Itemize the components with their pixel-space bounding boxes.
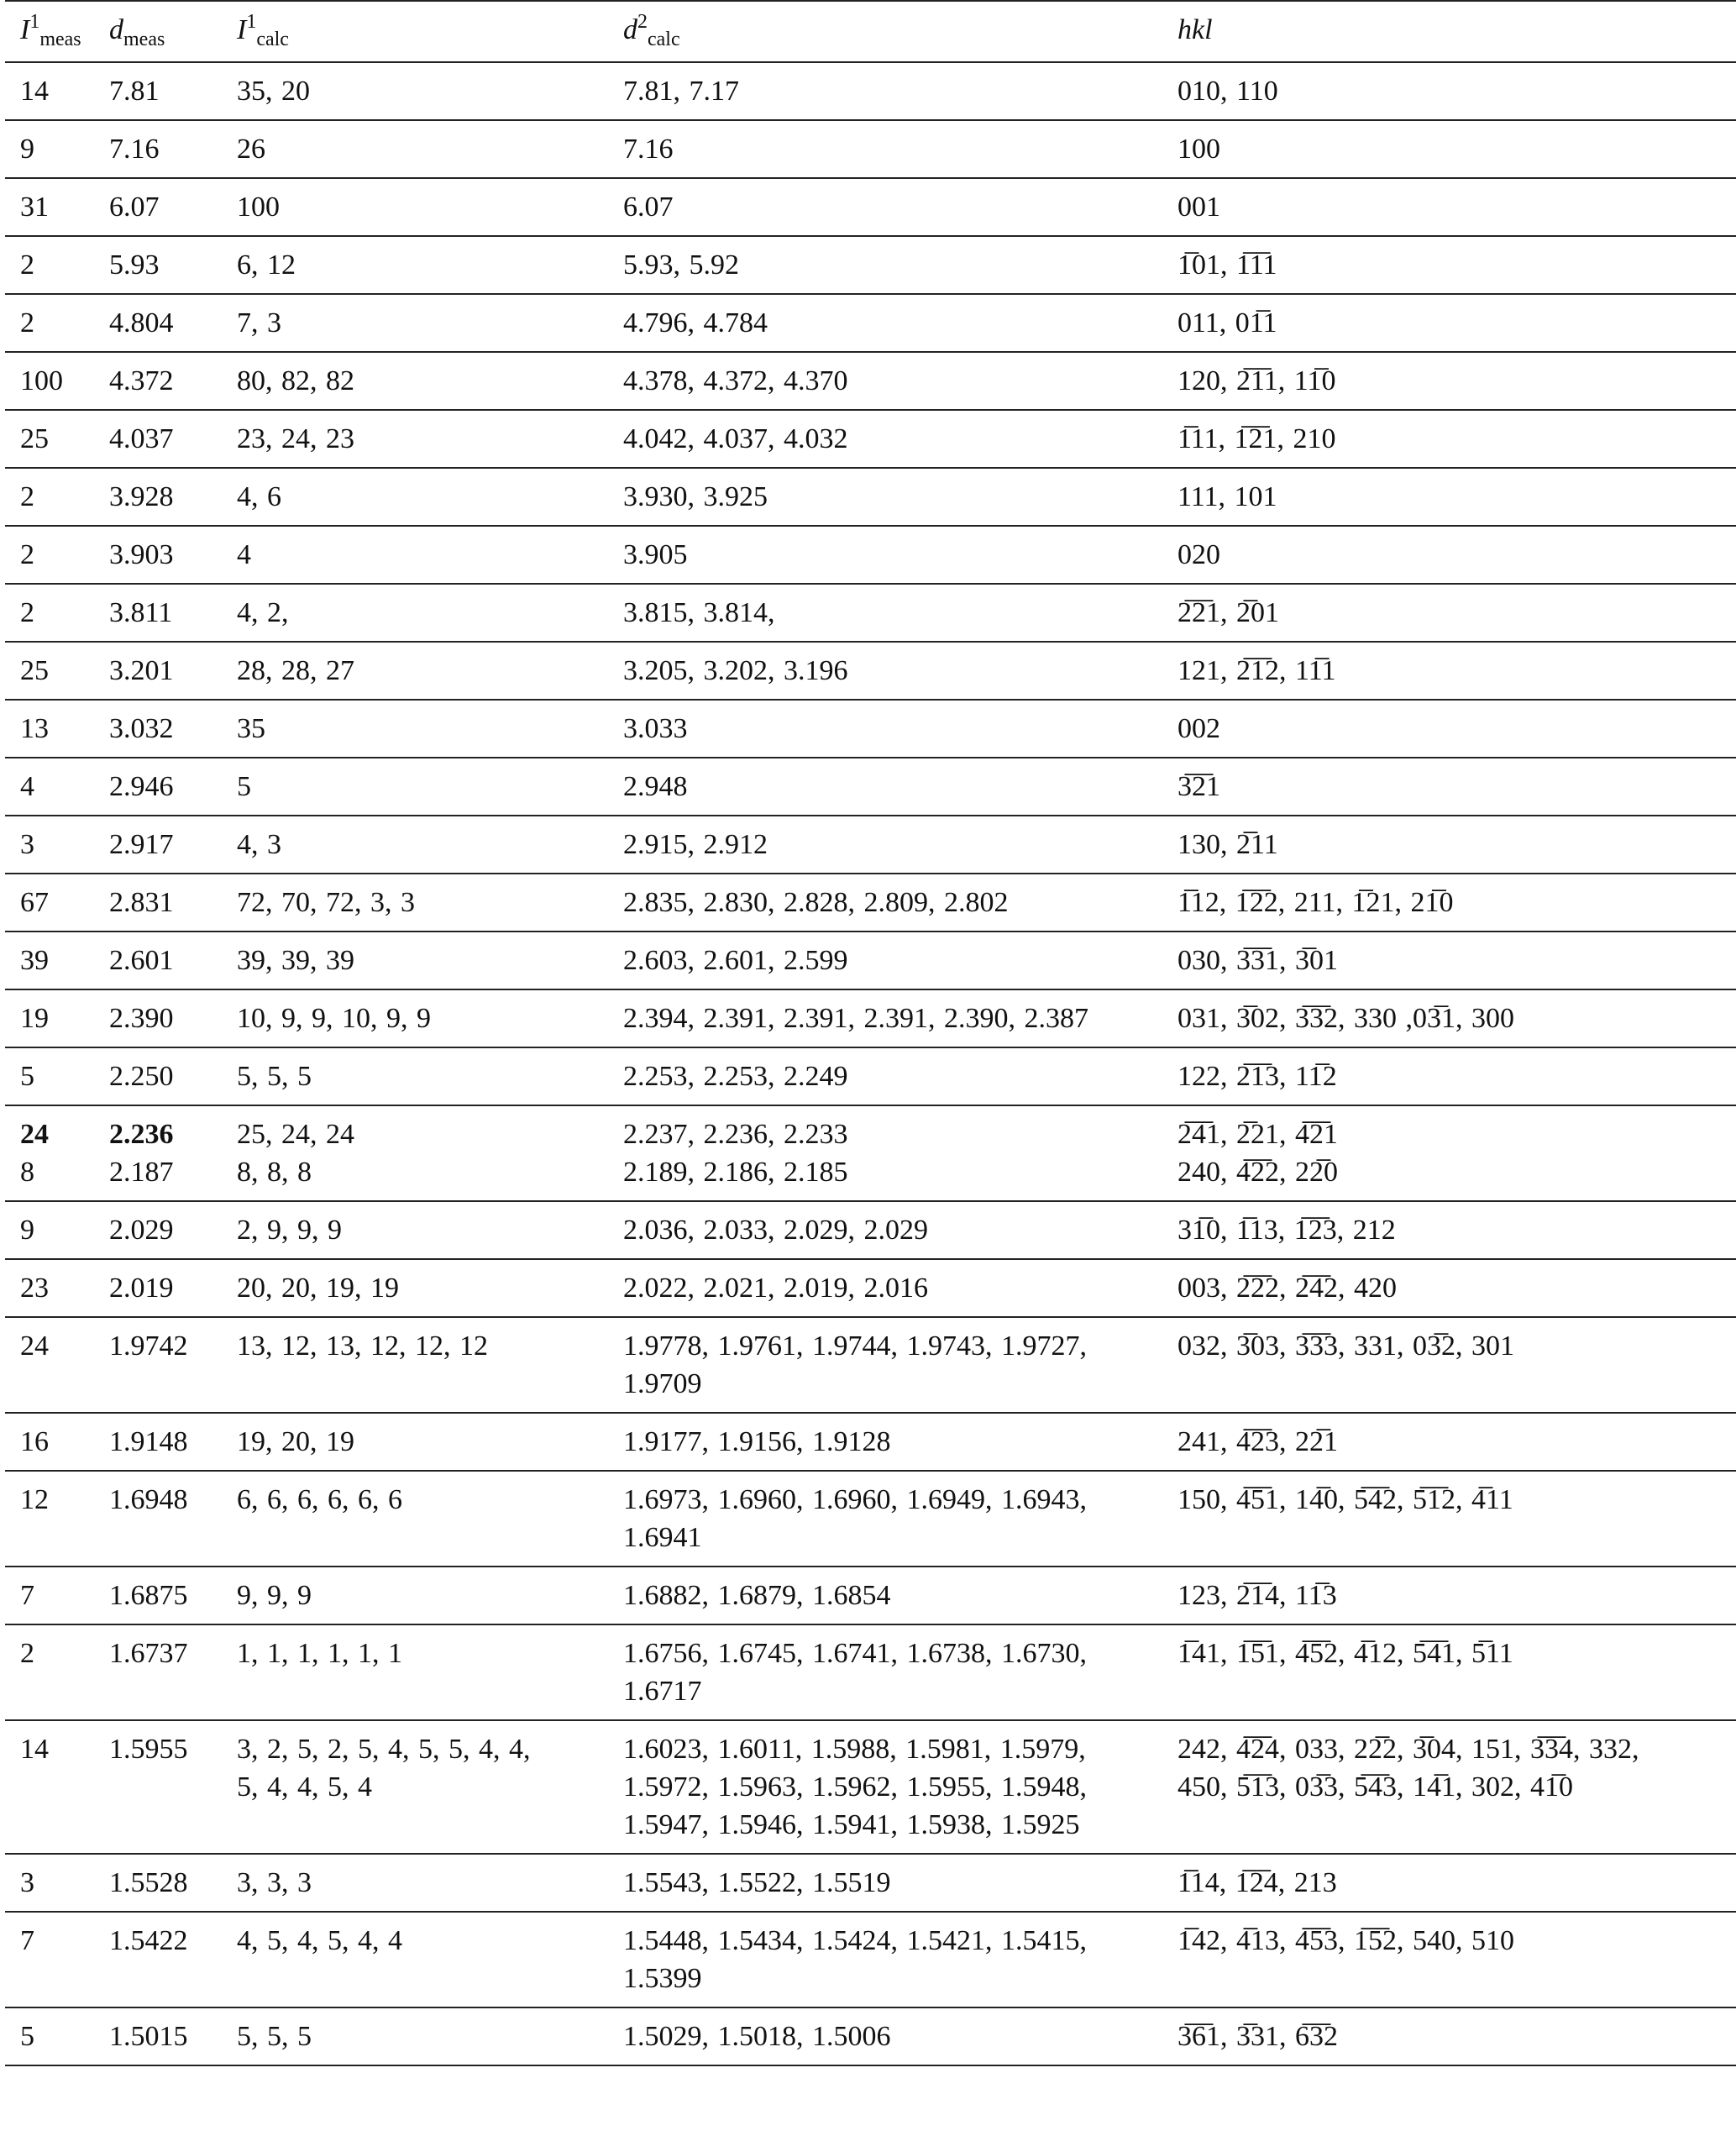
cell-d-meas: 1.5528 <box>109 1854 237 1912</box>
cell-i-calc: 80, 82, 82 <box>237 352 623 410</box>
table-row <box>5 178 1736 236</box>
cell-d-calc: 7.81, 7.17 <box>623 62 1177 120</box>
table-header <box>5 1 1736 62</box>
cell-i-meas: 31 <box>5 178 109 236</box>
cell-d-calc: 3.930, 3.925 <box>623 468 1177 526</box>
table-row <box>5 120 1736 178</box>
cell-hkl: 31̅0, 1̅13, 1̅2̅3, 212 <box>1177 1201 1736 1259</box>
table-row <box>5 352 1736 410</box>
cell-i-meas: 19 <box>5 989 109 1047</box>
cell-d-calc: 2.022, 2.021, 2.019, 2.016 <box>623 1259 1177 1317</box>
cell-hkl: 030, 3̅3̅1, 3̅01 <box>1177 932 1736 989</box>
cell-d-meas: 1.9148 <box>109 1413 237 1471</box>
cell-d-meas: 7.81 <box>109 62 237 120</box>
cell-d-meas: 1.5955 <box>109 1720 237 1854</box>
cell-d-meas: 1.6737 <box>109 1624 237 1720</box>
cell-d-calc: 3.205, 3.202, 3.196 <box>623 642 1177 700</box>
cell-d-calc: 1.9177, 1.9156, 1.9128 <box>623 1413 1177 1471</box>
cell-d-meas: 2.917 <box>109 816 237 874</box>
cell-i-meas: 4 <box>5 758 109 816</box>
cell-hkl: 1̅42, 4̅13, 4̅5̅3, 1̅5̅2, 540, 510 <box>1177 1912 1736 2007</box>
col-header-d-calc: $d^2_{calc}$ <box>623 1 1177 62</box>
cell-d-calc: 2.253, 2.253, 2.249 <box>623 1047 1177 1105</box>
cell-d-calc: 2.394, 2.391, 2.391, 2.391, 2.390, 2.387 <box>623 989 1177 1047</box>
cell-d-meas: 1.5015 <box>109 2007 237 2065</box>
cell-i-meas: 7 <box>5 1912 109 2007</box>
cell-i-calc: 35 <box>237 700 623 758</box>
cell-i-calc: 28, 28, 27 <box>237 642 623 700</box>
cell-i-calc: 3, 2, 5, 2, 5, 4, 5, 5, 4, 4, 5, 4, 4, 5, 4 <box>237 1720 623 1854</box>
cell-d-calc: 1.5543, 1.5522, 1.5519 <box>623 1854 1177 1912</box>
cell-i-calc: 9, 9, 9 <box>237 1567 623 1624</box>
cell-i-meas: 2 <box>5 236 109 294</box>
cell-hkl: 2̅2̅1, 2̅01 <box>1177 584 1736 642</box>
cell-i-calc: 4, 2, <box>237 584 623 642</box>
table-row <box>5 642 1736 700</box>
table-row <box>5 236 1736 294</box>
cell-i-calc: 5, 5, 5 <box>237 1047 623 1105</box>
cell-hkl: 130, 2̅11 <box>1177 816 1736 874</box>
cell-i-meas: 14 <box>5 1720 109 1854</box>
cell-hkl: 003, 2̅2̅2, 2̅4̅2, 420 <box>1177 1259 1736 1317</box>
cell-d-meas: 2.236 2.187 <box>109 1105 237 1201</box>
cell-d-calc: 1.6973, 1.6960, 1.6960, 1.6949, 1.6943, 1.6941 <box>623 1471 1177 1567</box>
cell-d-calc: 2.237, 2.236, 2.233 2.189, 2.186, 2.185 <box>623 1105 1177 1201</box>
cell-i-calc: 1, 1, 1, 1, 1, 1 <box>237 1624 623 1720</box>
table-row <box>5 1201 1736 1259</box>
table-row <box>5 932 1736 989</box>
cell-i-calc: 4, 3 <box>237 816 623 874</box>
col-header-i-calc: $I^1_{calc}$ <box>237 1 623 62</box>
table-row <box>5 989 1736 1047</box>
cell-i-meas: 24 8 <box>5 1105 109 1201</box>
cell-i-meas: 25 <box>5 642 109 700</box>
table-row <box>5 1567 1736 1624</box>
table-row <box>5 468 1736 526</box>
cell-i-meas: 3 <box>5 816 109 874</box>
cell-i-calc: 4 <box>237 526 623 584</box>
table-row <box>5 294 1736 352</box>
col-header-i-meas: $I^1_{meas}$ <box>5 1 109 62</box>
cell-d-calc: 2.603, 2.601, 2.599 <box>623 932 1177 989</box>
cell-i-calc: 13, 12, 13, 12, 12, 12 <box>237 1317 623 1413</box>
cell-line-bold: 2.236 <box>109 1119 174 1150</box>
cell-i-calc: 39, 39, 39 <box>237 932 623 989</box>
cell-i-calc: 6, 12 <box>237 236 623 294</box>
cell-hkl: 1̅14, 1̅2̅4, 213 <box>1177 1854 1736 1912</box>
cell-hkl: 1̅11, 1̅2̅1, 210 <box>1177 410 1736 468</box>
cell-hkl: 031, 3̅02, 3̅3̅2, 330 ,03̅1, 300 <box>1177 989 1736 1047</box>
cell-d-calc: 4.378, 4.372, 4.370 <box>623 352 1177 410</box>
cell-i-calc: 4, 6 <box>237 468 623 526</box>
cell-i-calc: 4, 5, 4, 5, 4, 4 <box>237 1912 623 2007</box>
cell-hkl: 120, 2̅1̅1, 11̅0 <box>1177 352 1736 410</box>
cell-i-calc: 5 <box>237 758 623 816</box>
table-row <box>5 1047 1736 1105</box>
cell-i-meas: 9 <box>5 120 109 178</box>
table-row <box>5 62 1736 120</box>
cell-i-calc: 3, 3, 3 <box>237 1854 623 1912</box>
cell-i-meas: 2 <box>5 294 109 352</box>
cell-hkl: 020 <box>1177 526 1736 584</box>
cell-d-meas: 3.032 <box>109 700 237 758</box>
cell-i-calc: 19, 20, 19 <box>237 1413 623 1471</box>
table-row <box>5 1854 1736 1912</box>
cell-d-calc: 2.036, 2.033, 2.029, 2.029 <box>623 1201 1177 1259</box>
cell-d-calc: 3.905 <box>623 526 1177 584</box>
cell-i-meas: 5 <box>5 1047 109 1105</box>
cell-d-meas: 2.946 <box>109 758 237 816</box>
col-header-d-meas: $d_{meas}$ <box>109 1 237 62</box>
table-row <box>5 1105 1736 1201</box>
cell-d-meas: 3.201 <box>109 642 237 700</box>
cell-hkl: 241, 4̅2̅3, 22̅1 <box>1177 1413 1736 1471</box>
cell-d-meas: 2.831 <box>109 874 237 932</box>
cell-hkl: 1̅01, 1̅1̅1 <box>1177 236 1736 294</box>
cell-i-meas: 2 <box>5 1624 109 1720</box>
col-header-hkl: hkl <box>1177 1 1736 62</box>
cell-i-calc: 25, 24, 24 8, 8, 8 <box>237 1105 623 1201</box>
cell-d-calc: 1.6756, 1.6745, 1.6741, 1.6738, 1.6730, 1.6717 <box>623 1624 1177 1720</box>
cell-hkl: 1̅12, 1̅2̅2, 211, 1̅21, 21̅0 <box>1177 874 1736 932</box>
diffraction-data-table <box>5 0 1736 2066</box>
table-row <box>5 1413 1736 1471</box>
cell-i-meas: 9 <box>5 1201 109 1259</box>
cell-i-meas: 25 <box>5 410 109 468</box>
cell-d-calc: 1.6882, 1.6879, 1.6854 <box>623 1567 1177 1624</box>
cell-i-calc: 23, 24, 23 <box>237 410 623 468</box>
cell-d-calc: 5.93, 5.92 <box>623 236 1177 294</box>
cell-d-calc: 3.815, 3.814, <box>623 584 1177 642</box>
cell-i-meas: 13 <box>5 700 109 758</box>
table-row <box>5 1471 1736 1567</box>
cell-d-meas: 2.029 <box>109 1201 237 1259</box>
cell-i-meas: 23 <box>5 1259 109 1317</box>
table-row <box>5 584 1736 642</box>
cell-d-calc: 3.033 <box>623 700 1177 758</box>
cell-i-meas: 2 <box>5 468 109 526</box>
cell-hkl: 001 <box>1177 178 1736 236</box>
cell-d-calc: 1.9778, 1.9761, 1.9744, 1.9743, 1.9727, 1.9709 <box>623 1317 1177 1413</box>
cell-hkl: 002 <box>1177 700 1736 758</box>
cell-i-calc: 6, 6, 6, 6, 6, 6 <box>237 1471 623 1567</box>
table-row <box>5 874 1736 932</box>
table-row <box>5 410 1736 468</box>
table-row <box>5 1624 1736 1720</box>
table-body <box>5 62 1736 2065</box>
cell-d-calc: 2.948 <box>623 758 1177 816</box>
cell-hkl: 3̅2̅1 <box>1177 758 1736 816</box>
cell-d-meas: 4.804 <box>109 294 237 352</box>
cell-d-meas: 2.250 <box>109 1047 237 1105</box>
cell-i-calc: 2, 9, 9, 9 <box>237 1201 623 1259</box>
cell-i-meas: 24 <box>5 1317 109 1413</box>
cell-d-meas: 3.811 <box>109 584 237 642</box>
cell-d-calc: 4.042, 4.037, 4.032 <box>623 410 1177 468</box>
cell-i-meas: 3 <box>5 1854 109 1912</box>
table-row <box>5 700 1736 758</box>
cell-i-meas: 7 <box>5 1567 109 1624</box>
cell-i-calc: 20, 20, 19, 19 <box>237 1259 623 1317</box>
cell-d-calc: 1.6023, 1.6011, 1.5988, 1.5981, 1.5979, 1.5972, 1.5963, 1.5962, 1.5955, 1.5948, 1.5947, 1.5946, 1.5941, 1.5938, 1.5925 <box>623 1720 1177 1854</box>
cell-hkl: 032, 3̅03, 3̅3̅3, 331, 03̅2, 301 <box>1177 1317 1736 1413</box>
cell-hkl: 011, 01̅1 <box>1177 294 1736 352</box>
table-row <box>5 2007 1736 2065</box>
cell-d-meas: 5.93 <box>109 236 237 294</box>
cell-i-meas: 100 <box>5 352 109 410</box>
cell-line-bold: 24 <box>20 1119 49 1150</box>
cell-i-calc: 26 <box>237 120 623 178</box>
cell-d-meas: 6.07 <box>109 178 237 236</box>
table-row <box>5 1720 1736 1854</box>
cell-d-meas: 2.390 <box>109 989 237 1047</box>
cell-d-meas: 3.928 <box>109 468 237 526</box>
cell-i-meas: 16 <box>5 1413 109 1471</box>
cell-hkl: 122, 2̅1̅3, 11̅2 <box>1177 1047 1736 1105</box>
cell-hkl: 010, 110 <box>1177 62 1736 120</box>
cell-d-calc: 2.835, 2.830, 2.828, 2.809, 2.802 <box>623 874 1177 932</box>
cell-i-calc: 35, 20 <box>237 62 623 120</box>
cell-d-meas: 2.601 <box>109 932 237 989</box>
cell-d-meas: 1.9742 <box>109 1317 237 1413</box>
cell-hkl: 2̅4̅1, 2̅21, 4̅2̅1 240, 4̅2̅2, 22̅0 <box>1177 1105 1736 1201</box>
table-row <box>5 816 1736 874</box>
cell-d-calc: 1.5029, 1.5018, 1.5006 <box>623 2007 1177 2065</box>
cell-d-meas: 7.16 <box>109 120 237 178</box>
cell-d-meas: 2.019 <box>109 1259 237 1317</box>
cell-hkl: 121, 2̅1̅2, 11̅1 <box>1177 642 1736 700</box>
cell-hkl: 111, 101 <box>1177 468 1736 526</box>
cell-i-meas: 2 <box>5 584 109 642</box>
cell-i-meas: 5 <box>5 2007 109 2065</box>
cell-d-meas: 3.903 <box>109 526 237 584</box>
cell-i-calc: 72, 70, 72, 3, 3 <box>237 874 623 932</box>
cell-d-meas: 4.372 <box>109 352 237 410</box>
cell-i-calc: 10, 9, 9, 10, 9, 9 <box>237 989 623 1047</box>
cell-d-calc: 1.5448, 1.5434, 1.5424, 1.5421, 1.5415, 1.5399 <box>623 1912 1177 2007</box>
table-row <box>5 758 1736 816</box>
header-row <box>5 1 1736 62</box>
cell-i-meas: 39 <box>5 932 109 989</box>
cell-d-meas: 1.5422 <box>109 1912 237 2007</box>
cell-hkl: 1̅41, 1̅5̅1, 4̅5̅2, 4̅12, 5̅4̅1, 5̅11 <box>1177 1624 1736 1720</box>
table-row <box>5 1912 1736 2007</box>
cell-d-meas: 1.6875 <box>109 1567 237 1624</box>
cell-d-calc: 7.16 <box>623 120 1177 178</box>
cell-d-calc: 4.796, 4.784 <box>623 294 1177 352</box>
cell-i-meas: 67 <box>5 874 109 932</box>
cell-hkl: 123, 2̅1̅4, 11̅3 <box>1177 1567 1736 1624</box>
cell-i-calc: 5, 5, 5 <box>237 2007 623 2065</box>
table-row <box>5 526 1736 584</box>
cell-hkl: 242, 4̅2̅4, 033, 22̅2, 3̅04, 151, 3̅3̅4, 332, 450, 5̅1̅3, 03̅3, 5̅4̅3, 14̅1, 302, 41̅0 <box>1177 1720 1736 1854</box>
cell-hkl: 150, 4̅5̅1, 14̅0, 5̅4̅2, 5̅1̅2, 4̅11 <box>1177 1471 1736 1567</box>
cell-i-meas: 12 <box>5 1471 109 1567</box>
cell-d-calc: 2.915, 2.912 <box>623 816 1177 874</box>
cell-i-calc: 100 <box>237 178 623 236</box>
table-row <box>5 1259 1736 1317</box>
cell-hkl: 100 <box>1177 120 1736 178</box>
cell-d-meas: 1.6948 <box>109 1471 237 1567</box>
cell-i-meas: 14 <box>5 62 109 120</box>
table-row <box>5 1317 1736 1413</box>
cell-i-calc: 7, 3 <box>237 294 623 352</box>
cell-d-calc: 6.07 <box>623 178 1177 236</box>
cell-i-meas: 2 <box>5 526 109 584</box>
cell-hkl: 3̅6̅1, 3̅31, 6̅3̅2 <box>1177 2007 1736 2065</box>
cell-d-meas: 4.037 <box>109 410 237 468</box>
